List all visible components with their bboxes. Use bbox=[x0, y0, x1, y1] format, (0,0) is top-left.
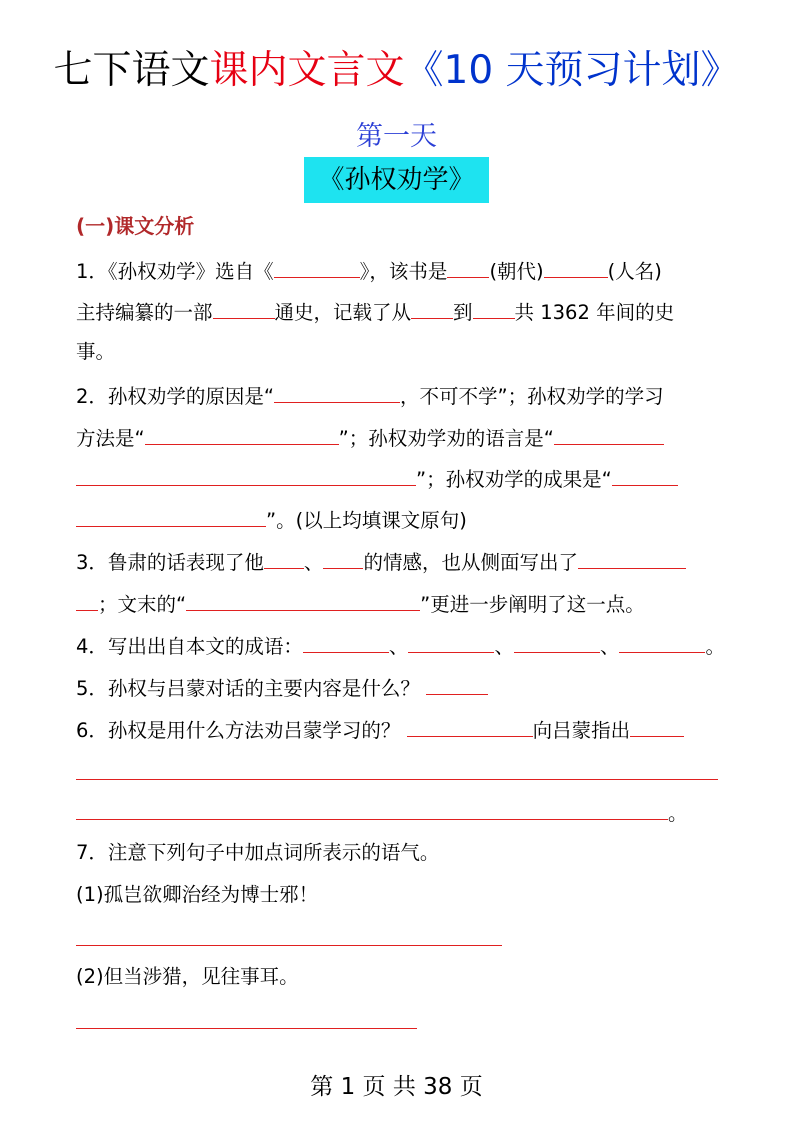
q2-line-4: ”。(以上均填课文原句) bbox=[76, 504, 718, 535]
q6-line-1: 6．孙权是用什么方法劝吕蒙学习的？ 向吕蒙指出 bbox=[76, 714, 718, 745]
q2-blank-result-b[interactable] bbox=[76, 504, 266, 527]
q6-blank-method[interactable] bbox=[407, 714, 533, 737]
q1-blank-to[interactable] bbox=[473, 296, 515, 319]
q1-line-2: 主持编纂的一部 通史，记载了从 到 共 1362 年间的史 bbox=[76, 296, 718, 327]
q2-line-1: 2．孙权劝学的原因是“ ，不可不学”；孙权劝学的学习 bbox=[76, 380, 718, 411]
q2-blank-result-a[interactable] bbox=[612, 463, 678, 486]
q7-answer-line-1[interactable] bbox=[76, 945, 502, 946]
q5-blank-answer[interactable] bbox=[426, 672, 488, 695]
lesson-heading-wrap bbox=[0, 157, 793, 203]
q6-answer-line-2[interactable] bbox=[76, 797, 668, 820]
q2-blank-method[interactable] bbox=[145, 422, 339, 445]
title-part-plan: 《10 天预习计划》 bbox=[404, 48, 740, 93]
q1-line-1: 1．《孙权劝学》选自《 》，该书是 (朝代) (人名) bbox=[76, 255, 718, 286]
q6-line-3: 。 bbox=[76, 797, 718, 828]
q7-answer-line-2[interactable] bbox=[76, 1028, 417, 1029]
section-heading: (一)课文分析 bbox=[76, 214, 195, 238]
q7-sentence-1: (1)孤岂欲卿治经为博士邪！ bbox=[76, 883, 319, 906]
q3-blank-side-b[interactable] bbox=[76, 588, 98, 611]
q2-line-2: 方法是“ ”；孙权劝学劝的语言是“ bbox=[76, 422, 718, 453]
page-number: 第 1 页 共 38 页 bbox=[310, 1074, 483, 1100]
q4-blank-idiom-1[interactable] bbox=[303, 630, 389, 653]
q4-blank-idiom-4[interactable] bbox=[619, 630, 705, 653]
q1-blank-book[interactable] bbox=[447, 255, 489, 278]
q1-blank-source[interactable] bbox=[274, 255, 360, 278]
q6-answer-line-1[interactable] bbox=[76, 779, 718, 780]
q6-blank-point-a[interactable] bbox=[630, 714, 684, 737]
q5-line-1: 5．孙权与吕蒙对话的主要内容是什么？ bbox=[76, 672, 718, 703]
q2-line-3: ”；孙权劝学的成果是“ bbox=[76, 463, 718, 494]
q4-line-1: 4．写出出自本文的成语： 、 、 、 。 bbox=[76, 630, 718, 661]
q1-blank-from[interactable] bbox=[411, 296, 453, 319]
title-part-topic: 课内文言文 bbox=[209, 48, 405, 93]
q2-blank-language-b[interactable] bbox=[76, 463, 416, 486]
q3-blank-emotion-a[interactable] bbox=[264, 546, 304, 569]
q4-blank-idiom-3[interactable] bbox=[514, 630, 600, 653]
q3-line-2: ；文末的“ ”更进一步阐明了这一点。 bbox=[76, 588, 718, 619]
q2-blank-language-a[interactable] bbox=[554, 422, 664, 445]
q1-blank-dynasty[interactable] bbox=[544, 255, 608, 278]
lesson-title: 《孙权劝学》 bbox=[304, 157, 488, 203]
q3-blank-ending[interactable] bbox=[186, 588, 420, 611]
q7-sentence-2: (2)但当涉猎，见往事耳。 bbox=[76, 965, 299, 988]
title-part-grade: 七下语文 bbox=[53, 48, 210, 93]
q1-line-3: 事。 bbox=[76, 340, 116, 363]
q7-line-1: 7．注意下列句子中加点词所表示的语气。 bbox=[76, 841, 440, 864]
page-title bbox=[0, 44, 793, 98]
q1-blank-person[interactable] bbox=[213, 296, 275, 319]
q3-line-1: 3．鲁肃的话表现了他 、 的情感，也从侧面写出了 bbox=[76, 546, 718, 577]
q3-blank-side-a[interactable] bbox=[578, 546, 686, 569]
day-heading: 第一天 bbox=[356, 121, 437, 152]
q4-blank-idiom-2[interactable] bbox=[408, 630, 494, 653]
q2-blank-reason[interactable] bbox=[274, 380, 400, 403]
q3-blank-emotion-b[interactable] bbox=[323, 546, 363, 569]
